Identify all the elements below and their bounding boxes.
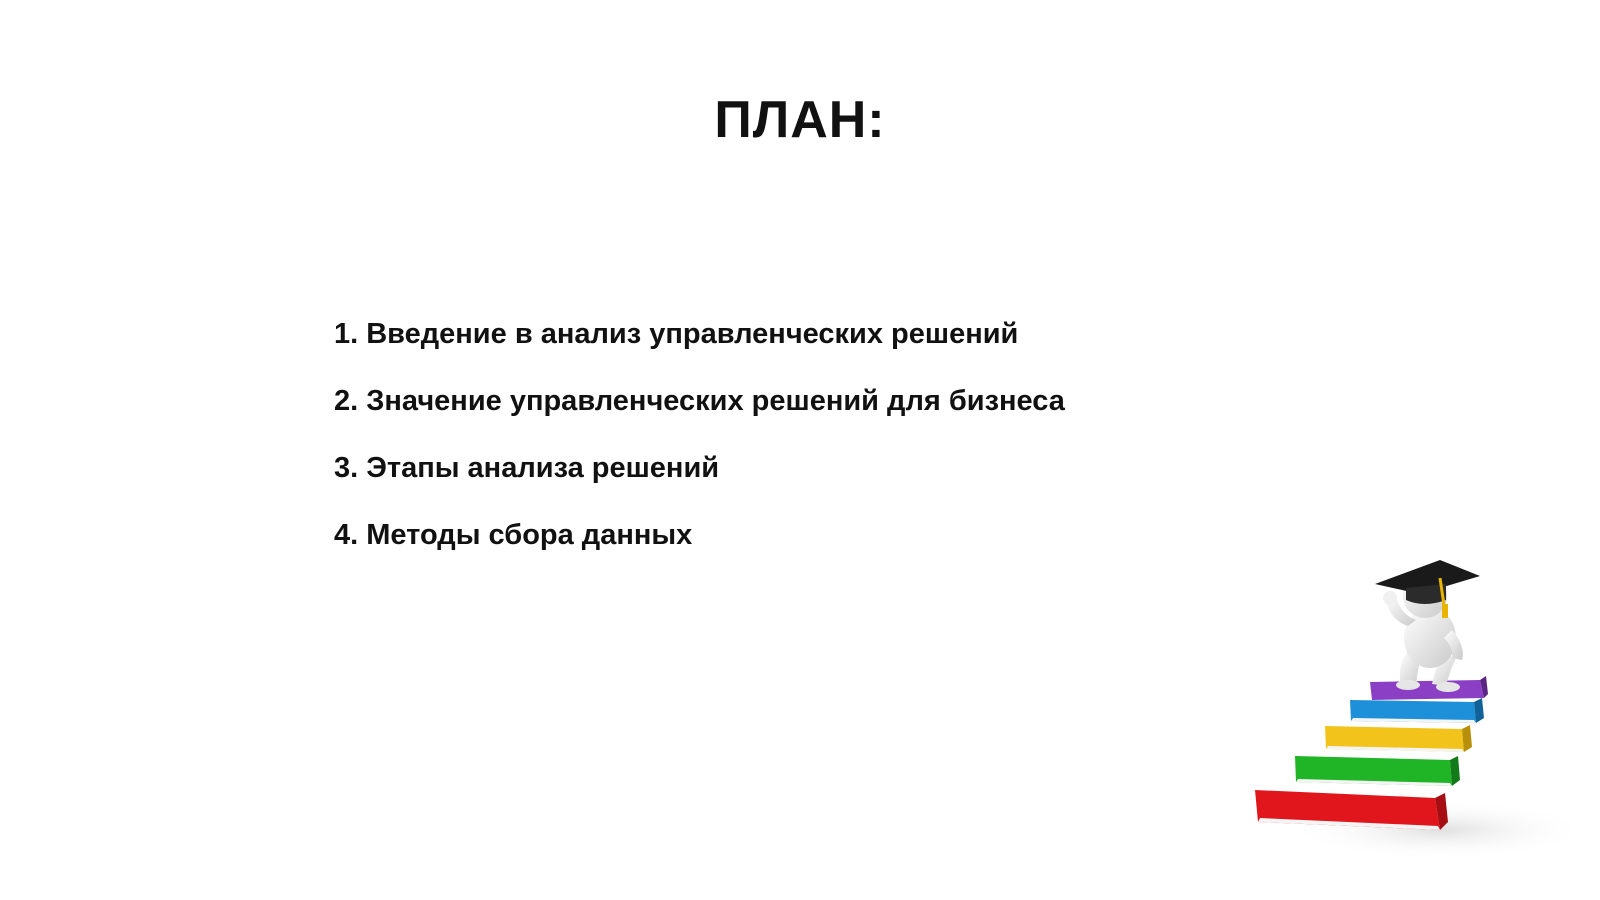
- book-red: [1255, 790, 1448, 830]
- plan-list: [334, 312, 1065, 580]
- book-green: [1295, 756, 1460, 786]
- book-yellow: [1325, 725, 1472, 752]
- plan-item-1: 1. Введение в анализ управленческих решений: [334, 318, 1019, 350]
- graduate-on-books-icon: [1240, 560, 1580, 880]
- book-purple: [1370, 676, 1488, 700]
- plan-item-3: 3. Этапы анализа решений: [334, 452, 720, 484]
- plan-item-2: 2. Значение управленческих решений для бизнеса: [334, 385, 1065, 417]
- plan-item-4: 4. Методы сбора данных: [334, 519, 693, 551]
- slide-title: ПЛАН:: [714, 91, 886, 149]
- book-blue: [1350, 698, 1484, 723]
